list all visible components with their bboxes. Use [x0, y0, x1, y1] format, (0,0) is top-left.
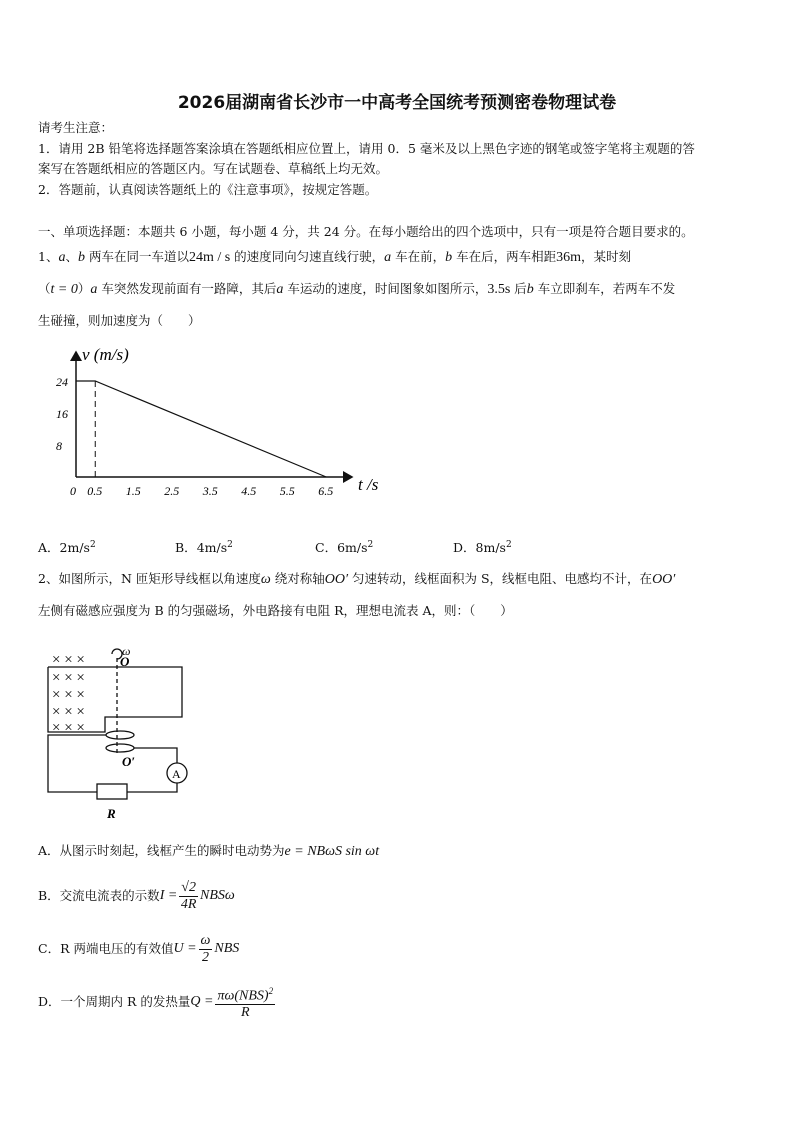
fraction — [215, 983, 275, 1022]
y-tick-label: 16 — [56, 407, 68, 421]
section-heading: 一、单项选择题：本题共 6 小题，每小题 4 分，共 24 分。在每小题给出的四个选项中，只有一项是符合题目要求的。 — [38, 224, 694, 239]
x-tick-label: 1.5 — [125, 484, 141, 498]
svg-text:× × ×: × × × — [52, 652, 85, 668]
series-line — [76, 381, 326, 477]
q1-number: 1、 — [38, 249, 59, 264]
q1-text: 车立即刹车，若两车不发 — [533, 281, 676, 296]
ammeter-label: A — [172, 767, 181, 781]
option-label: C． — [315, 540, 338, 556]
option-label: B． — [175, 540, 197, 556]
y-tick-label: 8 — [56, 439, 62, 453]
q1-t0: t = 0 — [50, 282, 78, 297]
q1-option-b[interactable] — [175, 535, 233, 558]
slip-ring-upper — [106, 731, 134, 739]
circuit-diagram — [40, 640, 200, 825]
option-label: B．交流电流表的示数 — [38, 888, 160, 903]
notice-item-2: 2．答题前，认真阅读答题纸上的《注意事项》，按规定答题。 — [38, 182, 378, 197]
option-label: D． — [453, 540, 476, 556]
resistor-label: R — [107, 806, 116, 821]
q1-var-b: b — [526, 282, 534, 297]
x-tick-label: 4.5 — [241, 484, 257, 498]
axis-label-top: O — [120, 654, 130, 669]
q1-distance: 36m — [556, 250, 582, 265]
q2-text: 如图所示，N 匝矩形导线框以角速度 — [58, 571, 261, 586]
formula-rest: NBS — [214, 941, 240, 956]
q1-text: ，某时刻 — [581, 249, 632, 264]
q1-var-b: b — [77, 250, 85, 265]
wire-bottom — [127, 783, 177, 792]
svg-text:× × ×: × × × — [52, 704, 85, 720]
formula-rest: NBSω — [199, 888, 235, 903]
notice-heading: 请考生注意： — [38, 120, 114, 135]
q1-var-a: a — [276, 282, 284, 297]
q1-option-a[interactable] — [38, 535, 96, 558]
q1-option-d[interactable] — [453, 535, 512, 558]
formula-lhs: I = — [159, 888, 178, 903]
q1-text: 车突然发现前面有一路障，其后 — [97, 281, 277, 296]
q2-option-a[interactable] — [38, 841, 379, 862]
q1-text: 后 — [510, 281, 527, 296]
fraction — [179, 880, 198, 913]
option-exponent: 2 — [89, 540, 96, 550]
q2-line-1 — [38, 569, 675, 590]
option-label: D．一个周期内 R 的发热量 — [38, 994, 191, 1009]
x-tick-label: 2.5 — [164, 484, 180, 498]
q1-text: 车运动的速度，时间图象如图所示， — [283, 281, 488, 296]
magnetic-field-crosses — [52, 652, 85, 736]
option-value: 8m/s — [475, 540, 506, 556]
notice-item-1-line-1: 1．请用 2B 铅笔将选择题答案涂填在答题纸相应位置上，请用 0．5 毫米及以上黑色字迹的钢笔或签字笔将主观题的答 — [38, 141, 695, 156]
formula-lhs: U = — [173, 941, 197, 956]
q1-line-2 — [38, 279, 675, 300]
q1-speed: 24m / s — [188, 250, 231, 265]
x-axis-label: t /s — [358, 475, 379, 494]
numerator — [215, 983, 275, 1006]
q1-var-b: b — [445, 250, 453, 265]
q2-text: 匀速转动，线框面积为 S，线框电阻、电感均不计，在 — [348, 571, 653, 586]
option-formula: e = NBωS sin ωt — [284, 844, 380, 859]
q1-line-3: 生碰撞，则加速度为（ ） — [38, 313, 201, 328]
wire-right — [134, 748, 177, 763]
svg-text:× × ×: × × × — [52, 687, 85, 703]
notice-item-1-line-2: 案写在答题纸相应的答题区内。写在试题卷、草稿纸上均无效。 — [38, 161, 389, 176]
q1-var-a: a — [90, 282, 98, 297]
q2-option-c[interactable] — [38, 929, 239, 969]
q2-number: 2、 — [38, 571, 59, 586]
option-exponent: 2 — [505, 540, 512, 550]
option-exponent: 2 — [227, 540, 233, 550]
q1-time: 3.5s — [487, 282, 511, 297]
x-tick-label: 5.5 — [279, 484, 295, 498]
option-value: 6m/s — [337, 540, 368, 556]
denominator: 4R — [180, 896, 197, 912]
q1-text: 车在后，两车相距 — [452, 249, 557, 264]
x-tick-label: 0 — [70, 484, 76, 498]
fraction — [199, 933, 213, 966]
formula-lhs: Q = — [190, 994, 214, 1009]
numerator-exponent: 2 — [268, 985, 274, 996]
denominator: R — [240, 1005, 250, 1021]
omega-label: ω — [122, 644, 131, 658]
q1-var-a: a — [384, 250, 392, 265]
x-tick-label: 3.5 — [202, 484, 218, 498]
q2-axis: OO′ — [324, 572, 349, 587]
x-tick-label: 0.5 — [87, 484, 103, 498]
svg-text:× × ×: × × × — [52, 670, 85, 686]
q1-text: 的速度同向匀速直线行驶， — [230, 249, 385, 264]
q1-var-a: a — [58, 250, 66, 265]
q2-text: 绕对称轴 — [270, 571, 325, 586]
q1-line-1 — [38, 247, 631, 268]
q1-text: 两车在同一车道以 — [84, 249, 189, 264]
option-label: C．R 两端电压的有效值 — [38, 941, 174, 956]
q2-option-d[interactable] — [38, 980, 277, 1024]
q1-text: ） — [77, 281, 91, 296]
page-title: 2026届湖南省长沙市一中高考全国统考预测密卷物理试卷 — [177, 93, 617, 113]
numerator-text: πω(NBS) — [217, 988, 269, 1004]
x-tick-label: 6.5 — [318, 484, 334, 498]
svg-text:× × ×: × × × — [52, 720, 85, 736]
q1-text: 车在前， — [391, 249, 446, 264]
option-exponent: 2 — [367, 540, 374, 550]
y-tick-label: 24 — [56, 375, 68, 389]
slip-ring-lower — [106, 744, 134, 752]
y-axis-label: v (m/s) — [82, 345, 129, 364]
q1-option-c[interactable] — [315, 535, 373, 558]
option-value: 4m/s — [196, 540, 228, 556]
q2-option-b[interactable] — [38, 876, 235, 916]
numerator: ω — [200, 932, 211, 948]
denominator: 2 — [201, 949, 209, 965]
q2-axis: OO′ — [652, 572, 676, 587]
q2-omega: ω — [260, 572, 271, 587]
q1-text: （ — [38, 281, 51, 296]
axis-label-bottom: O′ — [122, 754, 136, 769]
option-label: A．从图示时刻起，线框产生的瞬时电动势为 — [38, 843, 285, 858]
q1-text: 、 — [65, 249, 78, 264]
numerator: √2 — [181, 879, 196, 895]
option-label: A． — [38, 540, 60, 556]
vt-graph — [40, 340, 410, 525]
option-value: 2m/s — [59, 540, 90, 556]
q2-line-2: 左侧有磁感应强度为 B 的匀强磁场，外电路接有电阻 R，理想电流表 A，则：（ ） — [38, 603, 513, 618]
resistor — [97, 784, 127, 799]
